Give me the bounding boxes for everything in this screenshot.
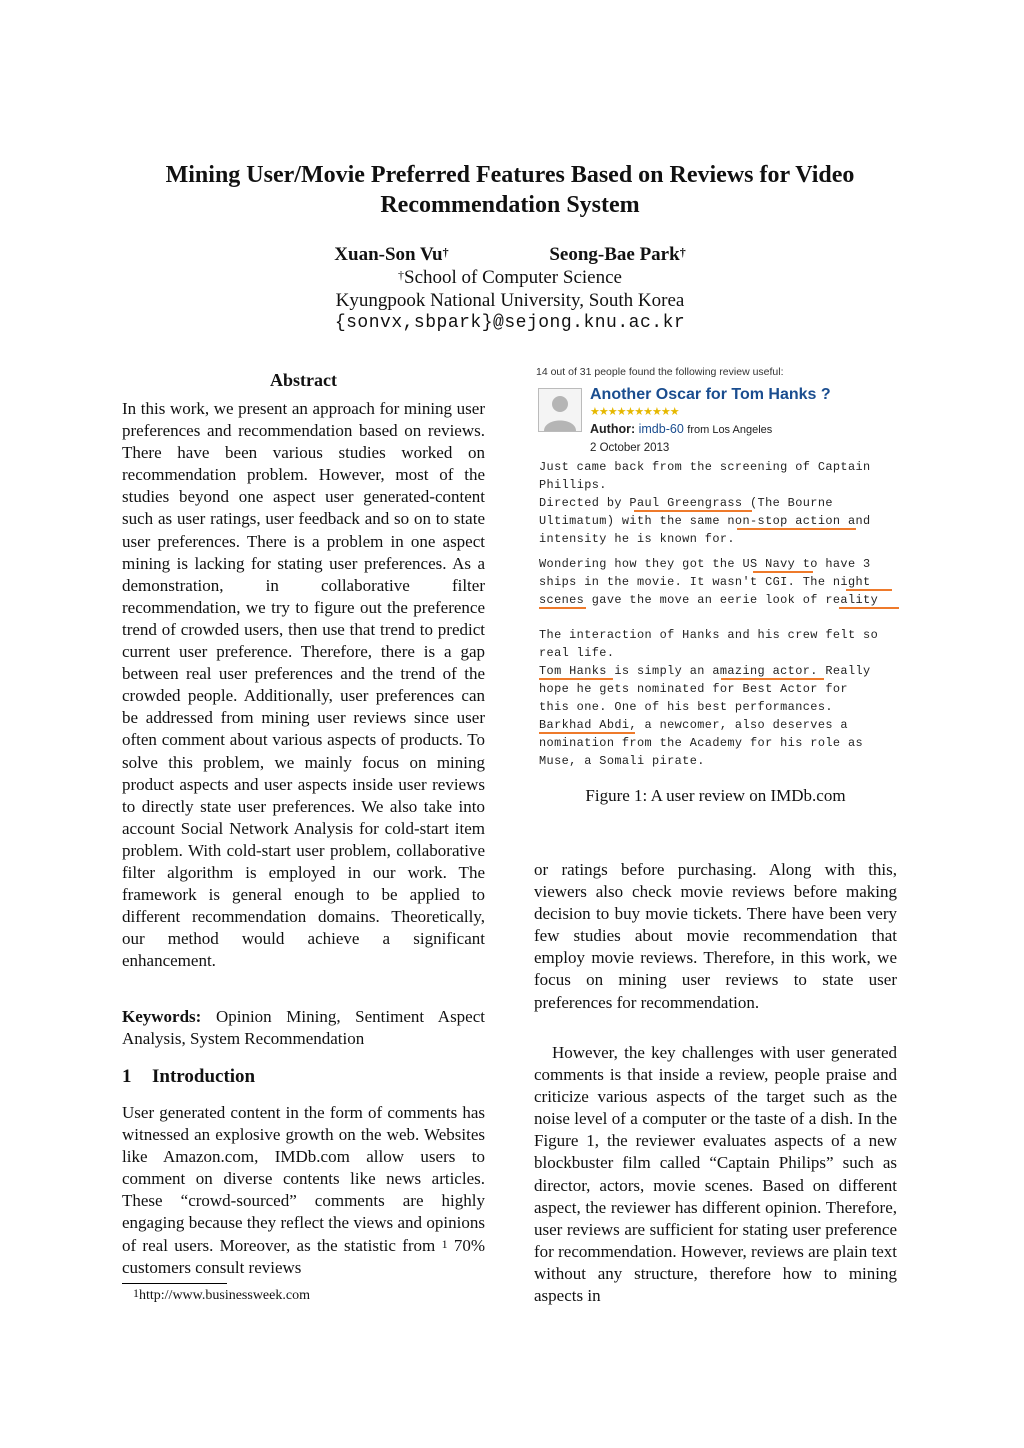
body-paragraph: or ratings before purchasing. Along with this, viewers also check movie reviews before making decision to buy movie tickets. There have been very few studies about movie recommendation that employ movie reviews. Therefore, in this work, we focus on mining user reviews to state user preferences for recommendation. <box>534 860 897 1012</box>
keywords <box>122 1006 485 1050</box>
aspect-underline <box>539 607 586 609</box>
footnote-ref: 1 <box>441 1236 448 1251</box>
author-1: Xuan-Son Vu† <box>334 244 449 265</box>
author-block <box>100 243 920 335</box>
review-line: hope he gets nominated for Best Actor for <box>539 682 848 696</box>
review-line: Muse, a Somali pirate. <box>539 754 705 768</box>
review-line: this one. One of his best performances. <box>539 700 833 714</box>
figure-caption: Figure 1: A user review on IMDb.com <box>585 786 846 805</box>
aspect-underline <box>539 678 613 680</box>
review-line: nomination from the Academy for his role as <box>539 736 864 750</box>
review-author: Author: imdb-60 from Los Angeles <box>590 422 773 436</box>
review-line: Wondering how they got the US Navy to have 3 <box>539 557 871 571</box>
review-line: Tom Hanks is simply an amazing actor. Really <box>539 664 871 678</box>
affiliation-school: †School of Computer Science <box>398 267 622 288</box>
aspect-underline <box>721 678 824 680</box>
review-line: intensity he is known for. <box>539 532 735 546</box>
aspect-underline <box>539 732 635 734</box>
aspect-underline <box>846 589 892 591</box>
review-line: ships in the movie. It wasn't CGI. The night <box>539 575 871 589</box>
aspect-underline <box>839 607 899 609</box>
review-line: scenes gave the move an eerie look of reality <box>539 593 879 607</box>
review-line: Ultimatum) with the same non-stop action and <box>539 514 871 528</box>
footnote: $^1$http://www.businessweek.com <box>133 1286 310 1303</box>
author-emails: {sonvx,sbpark}@sejong.knu.ac.kr <box>334 313 686 333</box>
body-paragraph: However, the key challenges with user generated comments is that inside a review, people praise and criticize various aspects of the target such as the noise level of a computer or the taste of a dish. In the Figure 1, the reviewer evaluates aspects of a new blockbuster film called “Captain Philips” such as director, actors, movie scenes. Based on different aspect, the reviewer has different opinion. Therefore, user reviews are sufficient for stating user preference for recommendation. However, reviews are plain text without any structure, therefore how to mining aspects in <box>534 1043 897 1306</box>
aspect-underline <box>753 571 813 573</box>
review-line: real life. <box>539 646 615 660</box>
aspect-underline <box>737 528 856 530</box>
review-usefulness: 14 out of 31 people found the following review useful: <box>536 366 784 378</box>
keywords-text: Opinion Mining, Sentiment Aspect Analysis, System Recommendation <box>122 1007 485 1049</box>
aspect-underline <box>634 510 752 512</box>
intro-paragraph: User generated content in the form of comments has witnessed an explosive growth on the web. Websites like Amazon.com, IMDb.com allow users to comment on diverse contents like news articles. These “crowd-sourced” comments are highly engaging because they reflect the views and opinions of real users. Moreover, as the statistic from $^1$ 70% customers consult reviews <box>122 1103 486 1277</box>
review-line: Just came back from the screening of Captain <box>539 460 871 474</box>
review-date: 2 October 2013 <box>590 442 670 454</box>
user-avatar-icon <box>538 388 582 432</box>
keywords-label: Keywords: <box>122 1007 202 1026</box>
review-line: Barkhad Abdi, a newcomer, also deserves a <box>539 718 848 732</box>
star-rating: ★★★★★★★★★★ <box>590 406 679 418</box>
author-link: imdb-60 <box>638 422 684 436</box>
affiliation-university: Kyungpook National University, South Korea <box>335 290 685 311</box>
paper-title <box>100 160 920 220</box>
section-heading-introduction: 1 Introduction <box>122 1066 256 1087</box>
review-line: Directed by Paul Greengrass (The Bourne <box>539 496 833 510</box>
title-line-2: Recommendation System <box>380 192 640 218</box>
imdb-review-figure <box>534 366 904 776</box>
title-line-1: Mining User/Movie Preferred Features Based on Reviews for Video <box>165 162 855 188</box>
author-2: Seong-Bae Park† <box>549 244 686 265</box>
footnote-divider <box>122 1283 227 1284</box>
abstract-heading: Abstract <box>270 370 337 390</box>
review-title: Another Oscar for Tom Hanks ? <box>590 386 831 403</box>
abstract-body: In this work, we present an approach for mining user preferences and recommendation based on reviews. There have been various studies worked on recommendation problem. However, most of the studies beyond one aspect user generated-content such as user ratings, user feedback and so on to state user preferences. There is a problem in one aspect mining is lacking for stating user preferences. As a demonstration, in collaborative filter recommendation, we try to figure out the preference trend of crowded users, then use that trend to predict current user preference. Therefore, there is a gap between real user preferences and the trend of the crowded people. Additionally, user preferences can be addressed from mining user reviews since user often comment about various aspects of products. To solve this problem, we mainly focus on mining product aspects and user aspects inside user reviews to directly state user preferences. We also take into account Social Network Analysis for cold-start item problem. With cold-start user problem, collaborative filter algorithm is employed in our work. The framework is general enough to be applied to different recommendation domains. Theoretically, our method would achieve a significant enhancement. <box>122 399 485 971</box>
review-line: The interaction of Hanks and his crew felt so <box>539 628 879 642</box>
review-line: Phillips. <box>539 478 607 492</box>
